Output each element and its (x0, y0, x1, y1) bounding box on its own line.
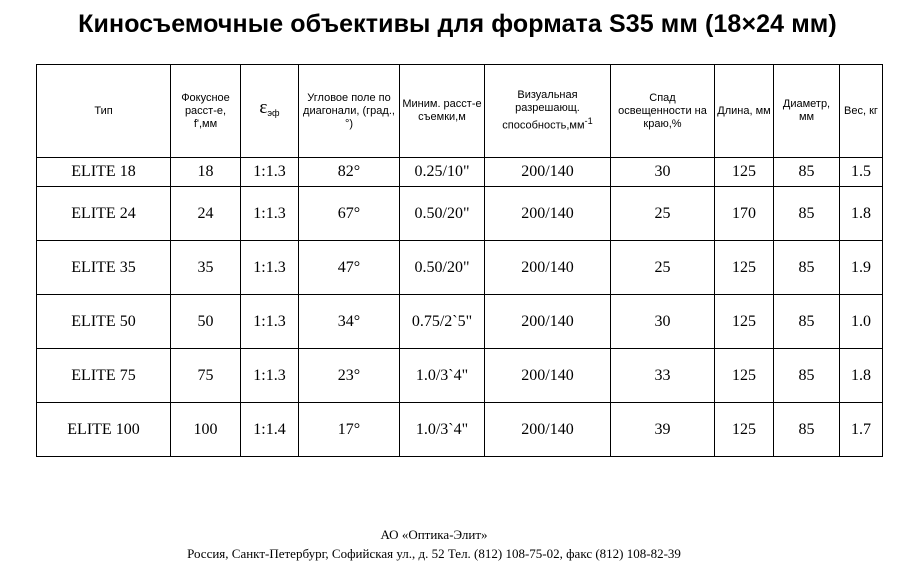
lens-table-container (36, 64, 883, 457)
cell-illumination-falloff: 25 (611, 241, 715, 295)
cell-focal-length: 75 (171, 349, 241, 403)
cell-min-distance: 0.50/20" (400, 241, 485, 295)
table-row (37, 349, 883, 403)
header-resolution (485, 65, 611, 158)
cell-focal-length: 50 (171, 295, 241, 349)
table-row (37, 241, 883, 295)
cell-aperture: 1:1.3 (241, 187, 299, 241)
cell-resolution: 200/140 (485, 295, 611, 349)
lens-spec-table (36, 64, 883, 457)
cell-min-distance: 1.0/3`4" (400, 403, 485, 457)
cell-weight: 1.0 (840, 295, 883, 349)
cell-resolution: 200/140 (485, 241, 611, 295)
table-row (37, 295, 883, 349)
cell-length: 125 (715, 241, 774, 295)
header-resolution-text: Визуальная разрешающ. способность,мм (502, 89, 585, 132)
footer-company: АО «Оптика-Элит» (380, 527, 488, 542)
cell-weight: 1.5 (840, 158, 883, 187)
cell-min-distance: 0.25/10" (400, 158, 485, 187)
cell-resolution: 200/140 (485, 403, 611, 457)
cell-illumination-falloff: 33 (611, 349, 715, 403)
cell-length: 125 (715, 158, 774, 187)
cell-field-angle: 82° (299, 158, 400, 187)
page-title: Киносъемочные объективы для формата S35 мм (18×24 мм) (78, 10, 837, 38)
header-weight: Вес, кг (840, 65, 883, 158)
cell-type: ELITE 100 (37, 403, 171, 457)
header-illumination-falloff: Спад освещенности на краю,% (611, 65, 715, 158)
cell-resolution: 200/140 (485, 349, 611, 403)
cell-aperture: 1:1.4 (241, 403, 299, 457)
cell-type: ELITE 50 (37, 295, 171, 349)
header-field-angle: Угловое поле по диагонали, (град.,°) (299, 65, 400, 158)
cell-illumination-falloff: 30 (611, 295, 715, 349)
cell-field-angle: 47° (299, 241, 400, 295)
epsilon-symbol: ε (259, 97, 268, 119)
header-aperture (241, 65, 299, 158)
cell-field-angle: 67° (299, 187, 400, 241)
cell-field-angle: 23° (299, 349, 400, 403)
cell-weight: 1.9 (840, 241, 883, 295)
cell-length: 125 (715, 295, 774, 349)
cell-aperture: 1:1.3 (241, 349, 299, 403)
cell-illumination-falloff: 39 (611, 403, 715, 457)
cell-diameter: 85 (774, 349, 840, 403)
cell-type: ELITE 18 (37, 158, 171, 187)
header-diameter: Диаметр, мм (774, 65, 840, 158)
cell-focal-length: 24 (171, 187, 241, 241)
cell-diameter: 85 (774, 241, 840, 295)
table-header-row (37, 65, 883, 158)
cell-weight: 1.8 (840, 349, 883, 403)
cell-diameter: 85 (774, 403, 840, 457)
cell-aperture: 1:1.3 (241, 241, 299, 295)
cell-length: 125 (715, 403, 774, 457)
cell-focal-length: 35 (171, 241, 241, 295)
cell-min-distance: 0.50/20" (400, 187, 485, 241)
cell-min-distance: 0.75/2`5" (400, 295, 485, 349)
cell-diameter: 85 (774, 295, 840, 349)
cell-diameter: 85 (774, 158, 840, 187)
cell-min-distance: 1.0/3`4" (400, 349, 485, 403)
cell-aperture: 1:1.3 (241, 158, 299, 187)
cell-type: ELITE 35 (37, 241, 171, 295)
cell-weight: 1.7 (840, 403, 883, 457)
cell-type: ELITE 75 (37, 349, 171, 403)
cell-weight: 1.8 (840, 187, 883, 241)
cell-focal-length: 18 (171, 158, 241, 187)
table-row (37, 403, 883, 457)
cell-illumination-falloff: 30 (611, 158, 715, 187)
header-min-distance: Миним. расст-е съемки,м (400, 65, 485, 158)
epsilon-subscript: эф (267, 108, 280, 119)
cell-illumination-falloff: 25 (611, 187, 715, 241)
cell-field-angle: 17° (299, 403, 400, 457)
cell-diameter: 85 (774, 187, 840, 241)
cell-length: 170 (715, 187, 774, 241)
table-row (37, 158, 883, 187)
cell-resolution: 200/140 (485, 187, 611, 241)
cell-field-angle: 34° (299, 295, 400, 349)
header-length: Длина, мм (715, 65, 774, 158)
cell-length: 125 (715, 349, 774, 403)
cell-aperture: 1:1.3 (241, 295, 299, 349)
cell-resolution: 200/140 (485, 158, 611, 187)
header-resolution-exp: -1 (584, 116, 593, 127)
table-row (37, 187, 883, 241)
footer-address: Россия, Санкт-Петербург, Софийская ул., д. 52 Тел. (812) 108-75-02, факс (812) 108-82-39 (187, 546, 681, 561)
cell-focal-length: 100 (171, 403, 241, 457)
header-focal-length: Фокусное расст-е, f',мм (171, 65, 241, 158)
header-type: Тип (37, 65, 171, 158)
cell-type: ELITE 24 (37, 187, 171, 241)
